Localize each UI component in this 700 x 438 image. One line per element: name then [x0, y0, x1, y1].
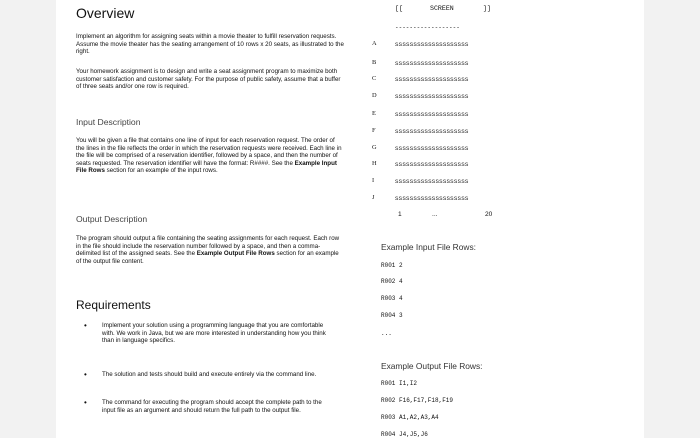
page-title: Overview: [76, 5, 135, 21]
screen-label: SCREEN: [430, 5, 454, 12]
seat-row: SSSSSSSSSSSSSSSSSSSS: [395, 195, 469, 202]
row-letter: D: [372, 92, 377, 99]
example-output-line: R002 F16,F17,F18,F19: [381, 397, 454, 404]
requirement-text: The command for executing the program should accept the complete path to the input file as an argument and should return the full path to the output file.: [102, 399, 322, 414]
seat-row: SSSSSSSSSSSSSSSSSSSS: [395, 145, 469, 152]
seat-row: SSSSSSSSSSSSSSSSSSSS: [395, 60, 469, 67]
row-letter: G: [372, 144, 377, 151]
input-text-a: You will be given a file that contains one line of input for each reservation request. The order of the lines in the file reflects the order in which the reservation requests were received. Each line in the file will be comprised of a reservation identifier, followed by a space, and then the number of seats requested. The reservation identifier will have the format: R####. See the: [76, 137, 342, 167]
row-letter: B: [372, 59, 377, 66]
screen-bracket-left: [[: [395, 5, 403, 12]
example-output-line: R001 I1,I2: [381, 380, 418, 387]
row-letter: F: [372, 127, 376, 134]
screen-divider: ------------------: [395, 24, 460, 31]
right-margin: [644, 0, 700, 438]
requirement-item: [84, 371, 334, 379]
bullet-icon: •: [84, 321, 87, 330]
input-heading: Input Description: [76, 117, 141, 127]
input-text-b: section for an example of the input rows.: [104, 167, 218, 175]
row-letter: I: [372, 177, 375, 184]
column-start: 1: [398, 211, 402, 218]
seat-row: SSSSSSSSSSSSSSSSSSSS: [395, 93, 469, 100]
seat-row: SSSSSSSSSSSSSSSSSSSS: [395, 128, 469, 135]
row-letter: J: [372, 194, 375, 201]
output-bold-ref: Example Output File Rows: [196, 250, 275, 258]
column-end: 20: [485, 211, 493, 218]
output-text-b: section for an example of the output file content.: [76, 250, 339, 265]
example-input-ellipsis: ...: [381, 330, 392, 337]
seat-row: SSSSSSSSSSSSSSSSSSSS: [395, 111, 469, 118]
output-heading: Output Description: [76, 214, 148, 224]
requirement-text: The solution and tests should build and execute entirely via the command line.: [102, 371, 317, 378]
example-input-line: R001 2: [381, 262, 403, 269]
requirements-heading: Requirements: [76, 298, 151, 312]
seat-row: SSSSSSSSSSSSSSSSSSSS: [395, 161, 469, 168]
bullet-icon: •: [84, 370, 87, 379]
intro-paragraph: Implement an algorithm for assigning seats within a movie theater to fulfill reservation requests. Assume the movie theater has the seating arrangement of 10 rows x 20 seats, as illustrated to the right.: [76, 33, 344, 56]
seat-row: SSSSSSSSSSSSSSSSSSSS: [395, 41, 469, 48]
row-letter: E: [372, 110, 376, 117]
left-margin: [0, 0, 56, 438]
example-output-line: R003 A1,A2,A3,A4: [381, 414, 439, 421]
row-letter: A: [372, 40, 377, 47]
example-input-line: R003 4: [381, 295, 403, 302]
column-ellipsis: ...: [432, 211, 438, 218]
example-output-line: R004 J4,J5,J6: [381, 431, 428, 438]
row-letter: H: [372, 160, 377, 167]
document-page: [56, 0, 644, 438]
bullet-icon: •: [84, 398, 87, 407]
input-bold-ref: Example Input File Rows: [76, 159, 337, 175]
example-input-line: R004 3: [381, 312, 403, 319]
seat-row: SSSSSSSSSSSSSSSSSSSS: [395, 178, 469, 185]
output-text-a: The program should output a file containing the seating assignments for each request. Each row in the file should include the reservation number followed by a space, and then a comma-delimited list of the assigned seats. See the: [76, 235, 340, 258]
example-input-line: R002 4: [381, 278, 403, 285]
example-output-title: Example Output File Rows:: [381, 361, 483, 371]
assignment-paragraph: Your homework assignment is to design and write a seat assignment program to maximize both customer satisfaction and customer safety. For the purpose of public safety, assume that a buffer of three seats and/or one row is required.: [76, 68, 341, 91]
input-paragraph: [76, 137, 344, 175]
requirement-item: [84, 322, 334, 345]
row-letter: C: [372, 75, 377, 82]
screen-bracket-right: ]]: [483, 5, 491, 12]
example-input-title: Example Input File Rows:: [381, 242, 476, 252]
requirement-item: [84, 399, 334, 414]
output-paragraph: [76, 235, 344, 265]
seat-row: SSSSSSSSSSSSSSSSSSSS: [395, 76, 469, 83]
requirement-text: Implement your solution using a programming language that you are comfortable with. We work in Java, but we are more interested in understanding how you think than in language specifics.: [102, 322, 326, 345]
